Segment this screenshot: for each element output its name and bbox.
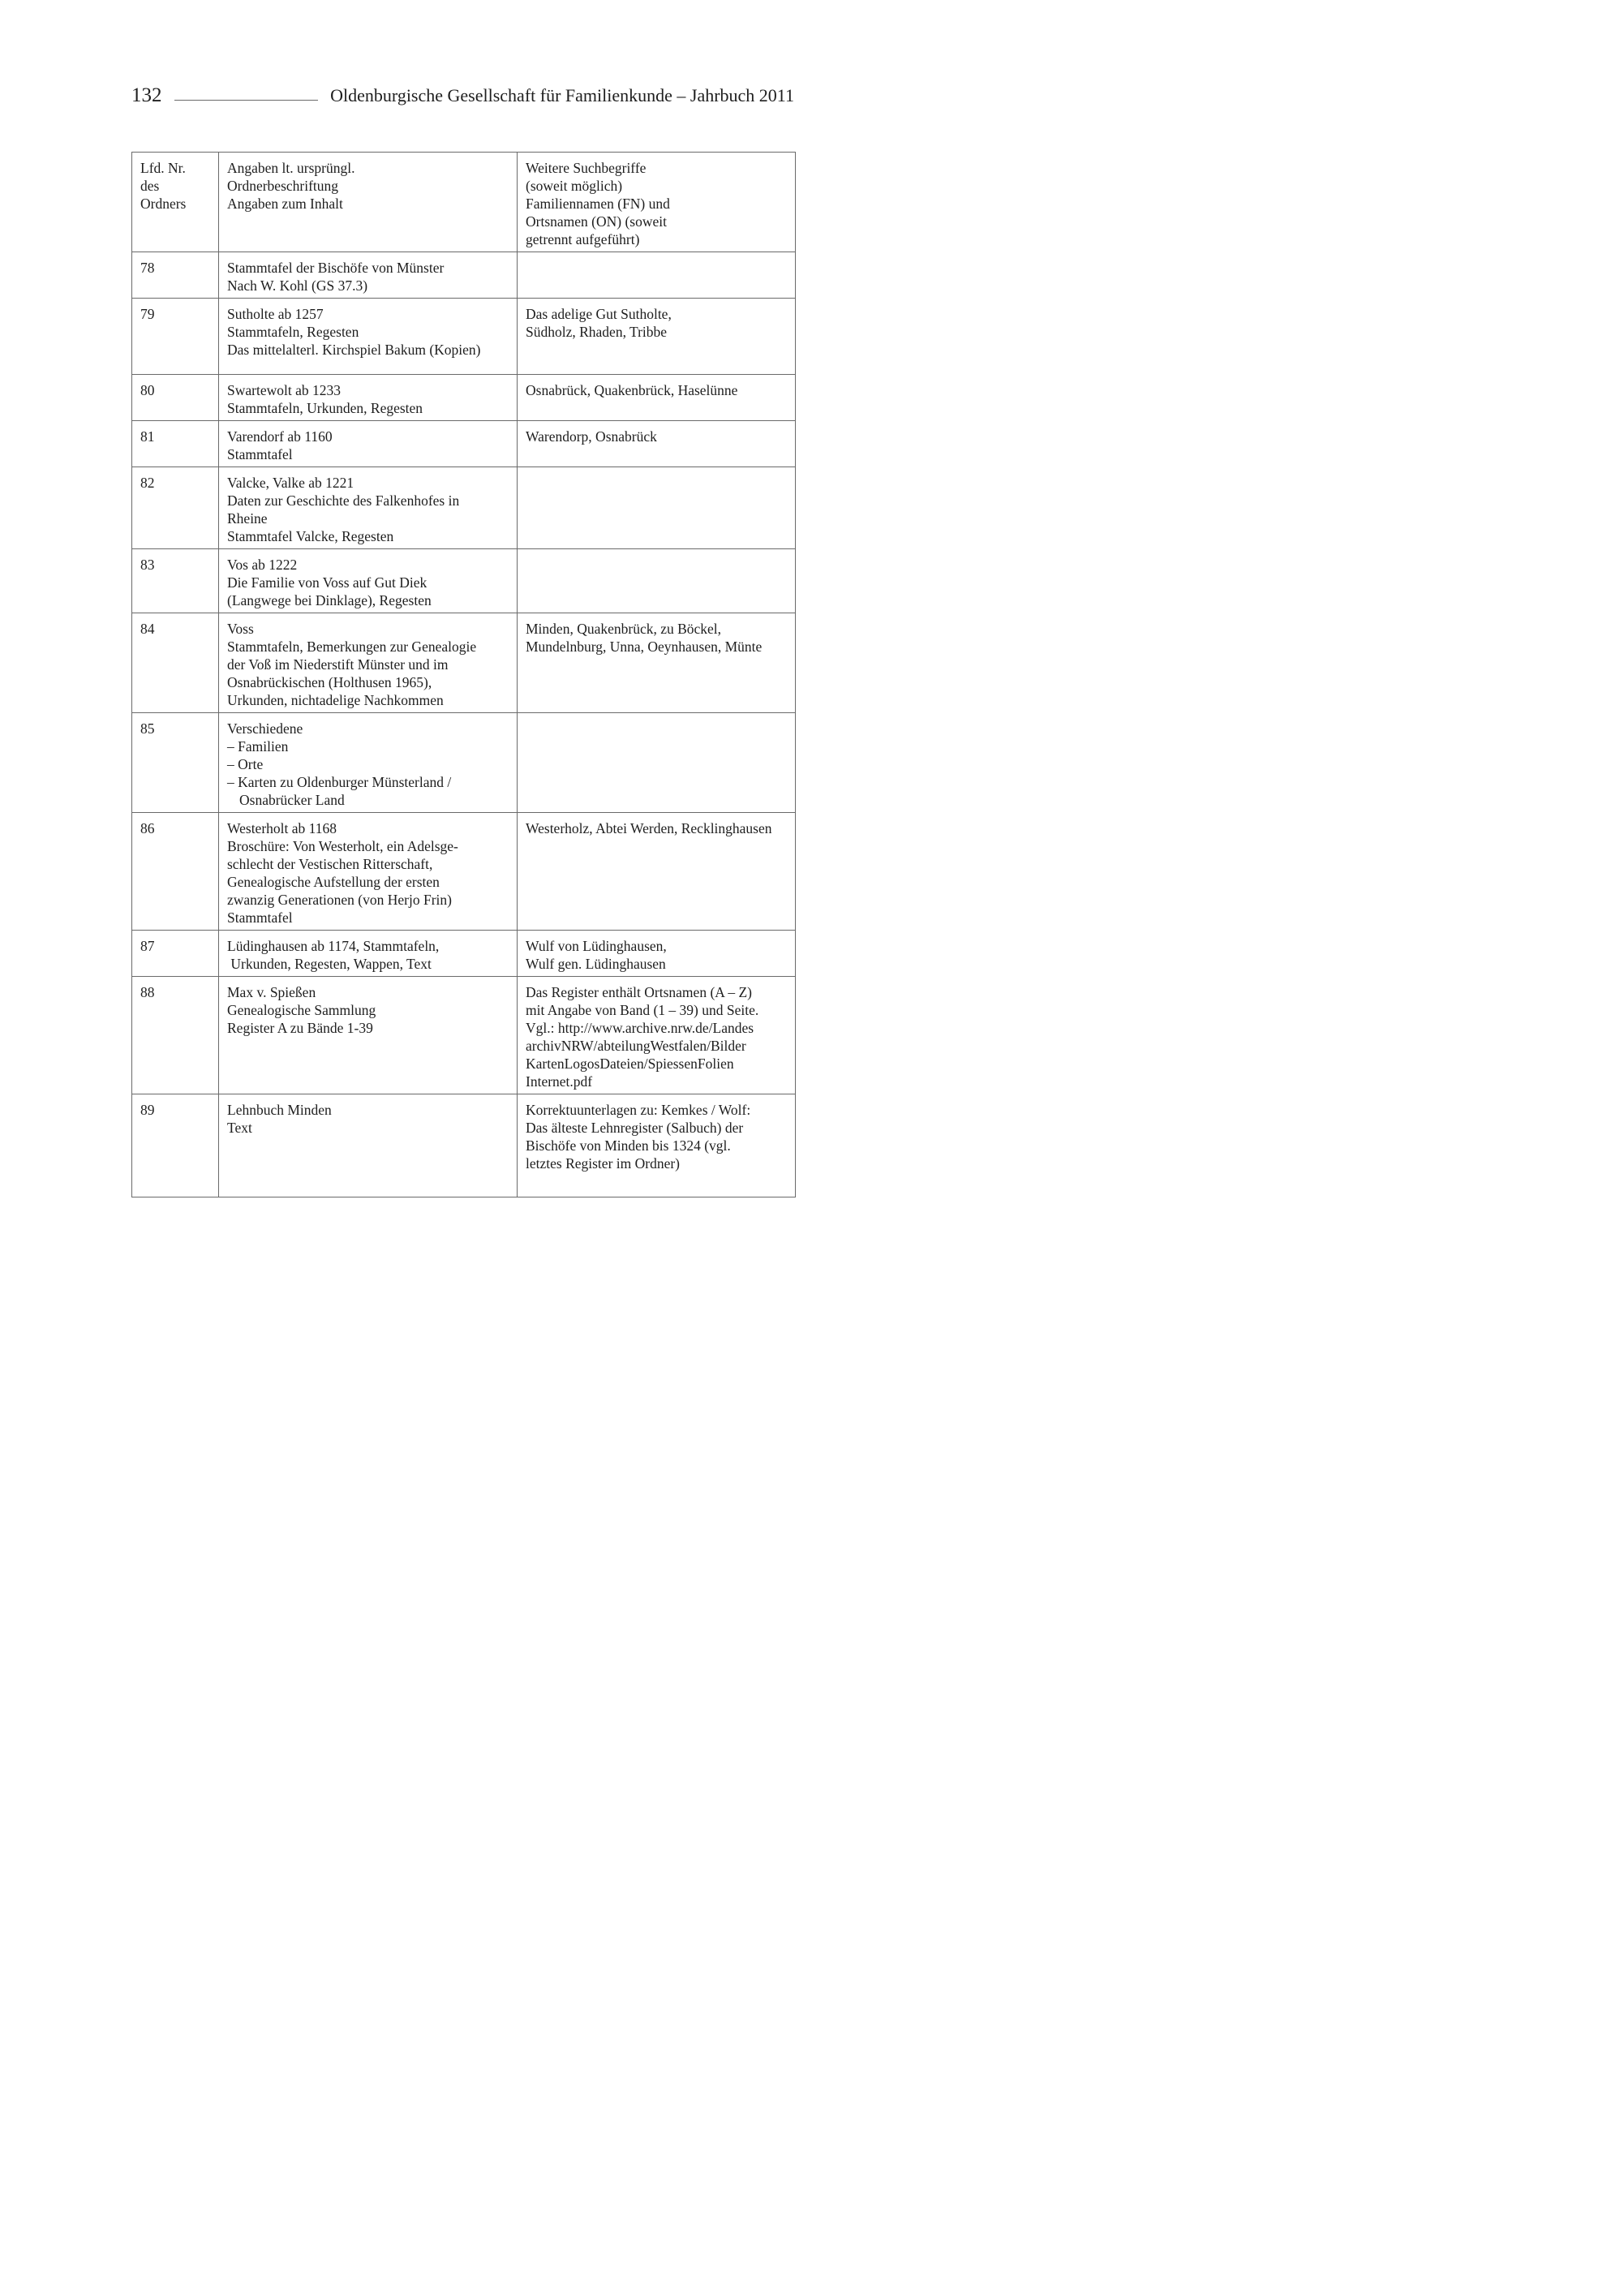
row-suchbegriffe-cell — [518, 299, 796, 375]
row-suchbegriffe-cell — [518, 813, 796, 931]
angaben-line: Genealogische Aufstellung der ersten — [227, 874, 440, 890]
row-angaben-cell — [219, 467, 518, 549]
row-number: 84 — [140, 621, 155, 637]
angaben-line: Stammtafel — [227, 446, 293, 462]
angaben-line: Valcke, Valke ab 1221 — [227, 475, 354, 491]
table-row — [132, 613, 796, 713]
header-line: Angaben lt. ursprüngl. — [227, 160, 355, 176]
suchbegriffe-line: Minden, Quakenbrück, zu Böckel, — [526, 621, 722, 637]
suchbegriffe-line: archivNRW/abteilungWestfalen/Bilder — [526, 1038, 746, 1054]
angaben-line: Stammtafel Valcke, Regesten — [227, 528, 394, 544]
suchbegriffe-line: Vgl.: http://www.archive.nrw.de/Landes — [526, 1020, 754, 1036]
angaben-line: Nach W. Kohl (GS 37.3) — [227, 277, 368, 294]
angaben-line: Voss — [227, 621, 254, 637]
page-number: 132 — [131, 84, 162, 106]
table-row — [132, 467, 796, 549]
angaben-line: Lehnbuch Minden — [227, 1102, 332, 1118]
angaben-line: Stammtafel — [227, 909, 293, 926]
row-number: 88 — [140, 984, 155, 1000]
suchbegriffe-line: Westerholz, Abtei Werden, Recklinghausen — [526, 820, 772, 836]
angaben-line: Max v. Spießen — [227, 984, 316, 1000]
header-line: Ortsnamen (ON) (soweit — [526, 213, 667, 230]
angaben-line: (Langwege bei Dinklage), Regesten — [227, 592, 432, 608]
row-suchbegriffe-cell — [518, 977, 796, 1094]
page-header — [131, 81, 794, 110]
table-row — [132, 299, 796, 375]
row-suchbegriffe-cell — [518, 467, 796, 549]
angaben-line: schlecht der Vestischen Ritterschaft, — [227, 856, 433, 872]
angaben-line: Swartewolt ab 1233 — [227, 382, 341, 398]
header-line: des — [140, 178, 160, 194]
suchbegriffe-line: Osnabrück, Quakenbrück, Haselünne — [526, 382, 738, 398]
table-row — [132, 549, 796, 613]
row-nr-cell — [132, 1094, 219, 1197]
row-nr-cell — [132, 375, 219, 421]
row-suchbegriffe-cell — [518, 375, 796, 421]
row-angaben-cell — [219, 931, 518, 977]
row-suchbegriffe-cell — [518, 252, 796, 299]
angaben-line: Westerholt ab 1168 — [227, 820, 337, 836]
row-angaben-cell — [219, 299, 518, 375]
angaben-line: Osnabrücker Land — [239, 792, 345, 808]
row-angaben-cell — [219, 613, 518, 713]
angaben-line: Das mittelalterl. Kirchspiel Bakum (Kopien) — [227, 342, 481, 358]
row-number: 89 — [140, 1102, 155, 1118]
row-nr-cell — [132, 252, 219, 299]
angaben-line: Rheine — [227, 510, 268, 527]
angaben-line: Genealogische Sammlung — [227, 1002, 376, 1018]
row-number: 82 — [140, 475, 155, 491]
header-line: Ordnerbeschriftung — [227, 178, 339, 194]
angaben-line: – Orte — [227, 756, 264, 772]
angaben-line: Urkunden, nichtadelige Nachkommen — [227, 692, 444, 708]
header-cell-nr — [132, 153, 219, 252]
row-nr-cell — [132, 549, 219, 613]
suchbegriffe-line: Wulf gen. Lüdinghausen — [526, 956, 666, 972]
angaben-line: Verschiedene — [227, 720, 303, 737]
row-nr-cell — [132, 613, 219, 713]
table-row — [132, 375, 796, 421]
angaben-line: – Familien — [227, 738, 289, 755]
table-row — [132, 813, 796, 931]
row-suchbegriffe-cell — [518, 549, 796, 613]
row-nr-cell — [132, 813, 219, 931]
row-nr-cell — [132, 713, 219, 813]
angaben-line: Stammtafeln, Regesten — [227, 324, 359, 340]
header-line: getrennt aufgeführt) — [526, 231, 640, 247]
ordner-table — [131, 152, 796, 1197]
angaben-line: Register A zu Bände 1-39 — [227, 1020, 373, 1036]
angaben-line: Osnabrückischen (Holthusen 1965), — [227, 674, 432, 690]
row-suchbegriffe-cell — [518, 713, 796, 813]
row-number: 80 — [140, 382, 155, 398]
angaben-line: Lüdinghausen ab 1174, Stammtafeln, — [227, 938, 440, 954]
table-row — [132, 1094, 796, 1197]
suchbegriffe-line: Wulf von Lüdinghausen, — [526, 938, 667, 954]
header-line: Ordners — [140, 196, 187, 212]
row-angaben-cell — [219, 713, 518, 813]
row-number: 79 — [140, 306, 155, 322]
suchbegriffe-line: Südholz, Rhaden, Tribbe — [526, 324, 668, 340]
row-number: 85 — [140, 720, 155, 737]
angaben-line: Stammtafel der Bischöfe von Münster — [227, 260, 445, 276]
row-suchbegriffe-cell — [518, 613, 796, 713]
row-nr-cell — [132, 421, 219, 467]
angaben-line: Vos ab 1222 — [227, 557, 298, 573]
row-number: 81 — [140, 428, 155, 445]
suchbegriffe-line: Das Register enthält Ortsnamen (A – Z) — [526, 984, 752, 1000]
header-cell-angaben — [219, 153, 518, 252]
row-number: 86 — [140, 820, 155, 836]
row-angaben-cell — [219, 1094, 518, 1197]
angaben-line: – Karten zu Oldenburger Münsterland / — [227, 774, 452, 790]
angaben-line: Stammtafeln, Urkunden, Regesten — [227, 400, 423, 416]
table-row — [132, 977, 796, 1094]
header-line: Familiennamen (FN) und — [526, 196, 670, 212]
suchbegriffe-line: Internet.pdf — [526, 1073, 593, 1090]
suchbegriffe-line: Korrektuunterlagen zu: Kemkes / Wolf: — [526, 1102, 751, 1118]
row-nr-cell — [132, 299, 219, 375]
row-angaben-cell — [219, 549, 518, 613]
row-angaben-cell — [219, 977, 518, 1094]
suchbegriffe-line: Das adelige Gut Sutholte, — [526, 306, 672, 322]
row-angaben-cell — [219, 421, 518, 467]
table-row — [132, 931, 796, 977]
header-line: (soweit möglich) — [526, 178, 623, 194]
suchbegriffe-line: letztes Register im Ordner) — [526, 1155, 681, 1172]
header-line: Lfd. Nr. — [140, 160, 186, 176]
row-nr-cell — [132, 931, 219, 977]
angaben-line: Die Familie von Voss auf Gut Diek — [227, 574, 427, 591]
angaben-line: Text — [227, 1120, 252, 1136]
row-angaben-cell — [219, 813, 518, 931]
header-rule — [174, 100, 318, 101]
table-row — [132, 252, 796, 299]
angaben-line: Varendorf ab 1160 — [227, 428, 333, 445]
suchbegriffe-line: Bischöfe von Minden bis 1324 (vgl. — [526, 1137, 731, 1154]
row-number: 83 — [140, 557, 155, 573]
table-row — [132, 713, 796, 813]
row-nr-cell — [132, 467, 219, 549]
angaben-line: zwanzig Generationen (von Herjo Frin) — [227, 892, 452, 908]
header-cell-suchbegriffe — [518, 153, 796, 252]
angaben-line: Broschüre: Von Westerholt, ein Adelsge- — [227, 838, 458, 854]
row-suchbegriffe-cell — [518, 421, 796, 467]
angaben-line: Urkunden, Regesten, Wappen, Text — [227, 956, 432, 972]
header-row — [132, 153, 796, 252]
angaben-line: Sutholte ab 1257 — [227, 306, 324, 322]
angaben-line: Stammtafeln, Bemerkungen zur Genealogie — [227, 638, 477, 655]
row-suchbegriffe-cell — [518, 1094, 796, 1197]
row-number: 87 — [140, 938, 155, 954]
row-nr-cell — [132, 977, 219, 1094]
row-number: 78 — [140, 260, 155, 276]
suchbegriffe-line: KartenLogosDateien/SpiessenFolien — [526, 1056, 734, 1072]
row-suchbegriffe-cell — [518, 931, 796, 977]
header-line: Weitere Suchbegriffe — [526, 160, 647, 176]
running-title: Oldenburgische Gesellschaft für Familienkunde – Jahrbuch 2011 — [330, 85, 794, 105]
angaben-line: der Voß im Niederstift Münster und im — [227, 656, 449, 673]
table-row — [132, 421, 796, 467]
row-angaben-cell — [219, 375, 518, 421]
header-line: Angaben zum Inhalt — [227, 196, 343, 212]
suchbegriffe-line: Mundelnburg, Unna, Oeynhausen, Münte — [526, 638, 763, 655]
suchbegriffe-line: Warendorp, Osnabrück — [526, 428, 657, 445]
suchbegriffe-line: Das älteste Lehnregister (Salbuch) der — [526, 1120, 744, 1136]
angaben-line: Daten zur Geschichte des Falkenhofes in — [227, 492, 460, 509]
row-angaben-cell — [219, 252, 518, 299]
suchbegriffe-line: mit Angabe von Band (1 – 39) und Seite. — [526, 1002, 759, 1018]
